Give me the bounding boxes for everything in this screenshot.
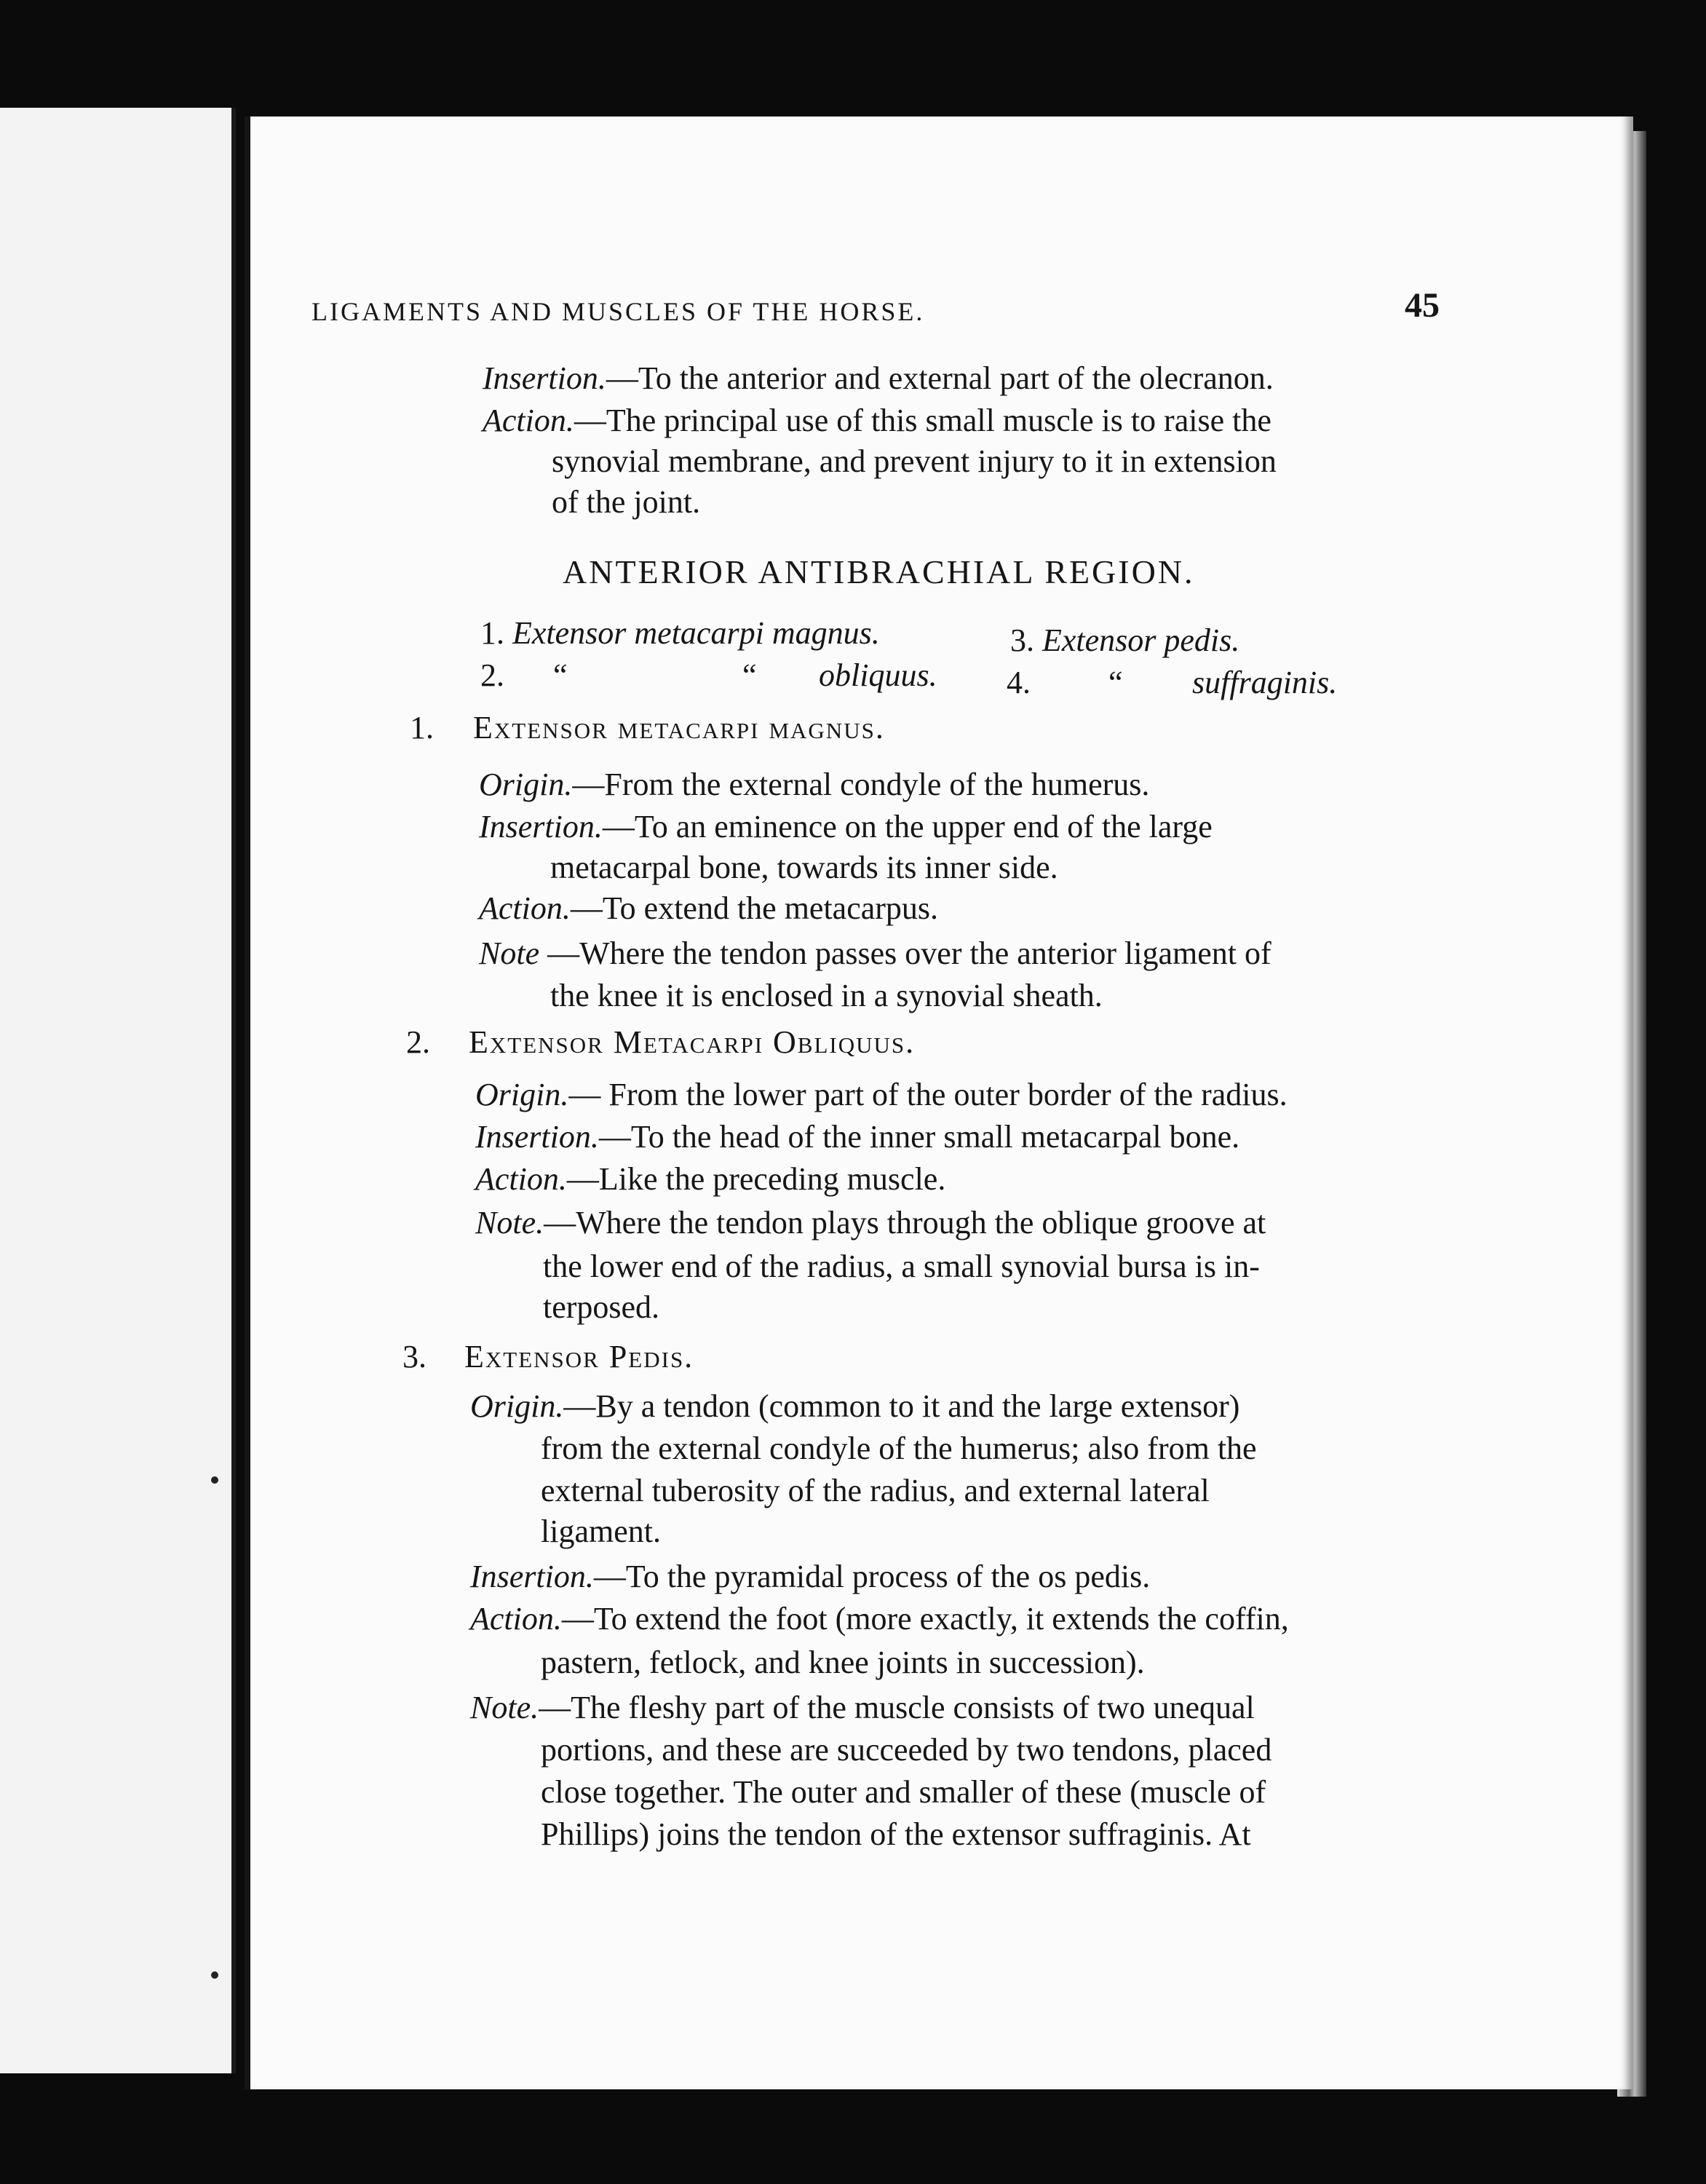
origin-cont: external tuberosity of the radius, and external lateral <box>541 1473 1210 1508</box>
running-head <box>312 286 1440 332</box>
origin: Origin.— From the lower part of the outer border of the radius. <box>475 1077 1288 1112</box>
note-cont: the lower end of the radius, a small synovial bursa is in- <box>543 1249 1260 1284</box>
note: Note —Where the tendon passes over the anterior ligament of <box>479 935 1271 971</box>
intro-action-cont: of the joint. <box>552 484 701 520</box>
intro-action: Action.—The principal use of this small muscle is to raise the <box>483 403 1271 438</box>
muscle-number: 3. <box>402 1339 426 1374</box>
list-item: 4. “ suffraginis. <box>1007 665 1338 700</box>
origin: Origin.—From the external condyle of the humerus. <box>479 767 1150 802</box>
note-cont: portions, and these are succeeded by two tendons, placed <box>541 1732 1272 1768</box>
page-text <box>6 0 1440 1973</box>
list-item: 2. “ “ obliquus. <box>480 657 937 693</box>
page-number: 45 <box>1405 286 1440 325</box>
origin-cont: from the external condyle of the humerus; also from the <box>541 1431 1257 1466</box>
list-item: 3. Extensor pedis. <box>1010 622 1240 658</box>
insertion: Insertion.—To the head of the inner small metacarpal bone. <box>475 1119 1240 1155</box>
origin-cont: ligament. <box>541 1514 661 1549</box>
note: Note.—Where the tendon plays through the oblique groove at <box>475 1205 1266 1241</box>
note-cont: terposed. <box>543 1289 660 1325</box>
muscle-title: Extensor Metacarpi Obliquus. <box>469 1024 916 1060</box>
action: Action.—To extend the foot (more exactly, it extends the coffin, <box>470 1601 1289 1637</box>
list-item: 1. Extensor metacarpi magnus. <box>480 615 880 651</box>
intro-action-cont: synovial membrane, and prevent injury to it in extension <box>552 443 1277 479</box>
origin: Origin.—By a tendon (common to it and the large extensor) <box>470 1388 1240 1424</box>
book-page <box>245 116 1633 2089</box>
intro-insertion: Insertion.—To the anterior and external part of the olecranon. <box>483 360 1274 396</box>
muscle-number: 1. <box>410 710 434 745</box>
note: Note.—The fleshy part of the muscle consists of two unequal <box>470 1690 1255 1725</box>
insertion: Insertion.—To an eminence on the upper end of the large <box>479 809 1213 844</box>
region-title: ANTERIOR ANTIBRACHIAL REGION. <box>563 553 1195 590</box>
muscle-title: Extensor metacarpi magnus. <box>473 710 885 745</box>
action: Action.—To extend the metacarpus. <box>479 890 939 926</box>
running-head-text: LIGAMENTS AND MUSCLES OF THE HORSE. <box>312 297 925 326</box>
insertion: Insertion.—To the pyramidal process of the os pedis. <box>470 1559 1151 1594</box>
action-cont: pastern, fetlock, and knee joints in succession). <box>541 1645 1145 1680</box>
note-cont: close together. The outer and smaller of these (muscle of <box>541 1774 1266 1810</box>
note-cont: Phillips) joins the tendon of the extensor suffraginis. At <box>541 1816 1251 1852</box>
note-cont: the knee it is enclosed in a synovial sheath. <box>550 978 1103 1013</box>
action: Action.—Like the preceding muscle. <box>475 1161 946 1197</box>
muscle-number: 2. <box>406 1024 430 1060</box>
insertion-cont: metacarpal bone, towards its inner side. <box>550 850 1058 885</box>
muscle-title: Extensor Pedis. <box>464 1339 694 1374</box>
